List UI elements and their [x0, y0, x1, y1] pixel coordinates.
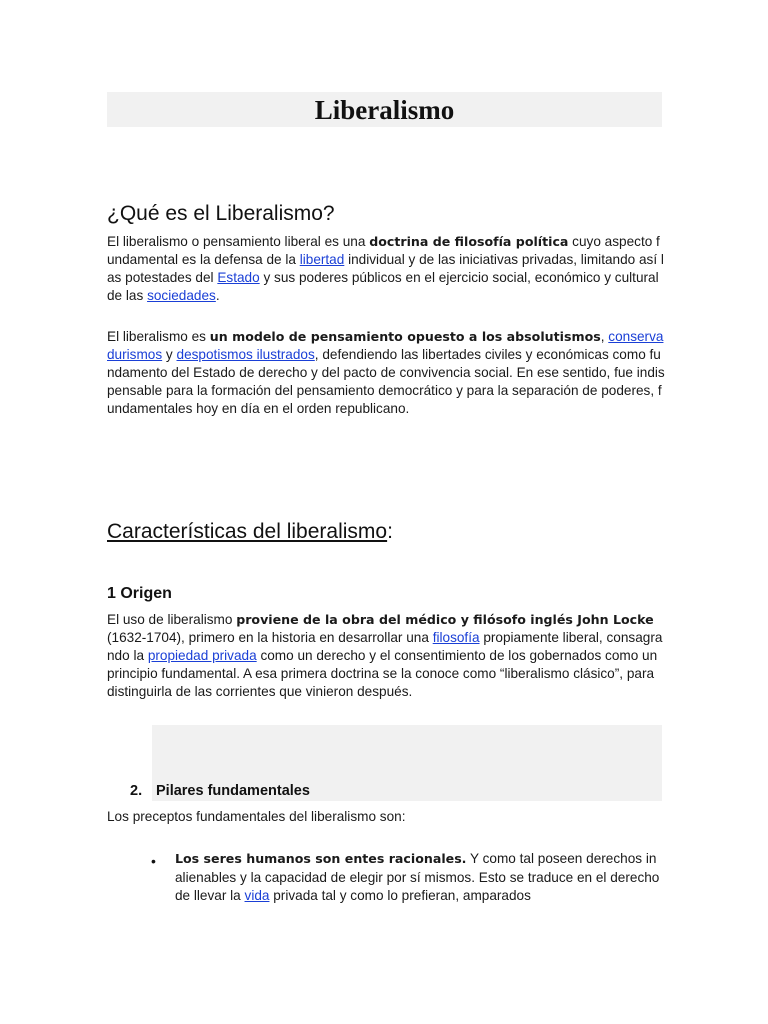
list-number: 2.: [130, 783, 143, 799]
list-item: Los seres humanos son entes racionales. Y como tal poseen derechos inalienables y la capacidad de elegir por sí mismos. Esto se traduce en el derecho de llevar la vida privada tal y como lo prefieran, amparados: [175, 851, 660, 903]
paragraph-pillars-intro: Los preceptos fundamentales del liberalismo son:: [107, 809, 406, 824]
bold-phrase: un modelo de pensamiento opuesto a los absolutismos: [209, 329, 601, 344]
link-filosofia[interactable]: filosofía: [432, 630, 480, 645]
paragraph-definition: El liberalismo o pensamiento liberal es una doctrina de filosofía política cuyo aspecto fundamental es la defensa de la libertad individual y de las iniciativas privadas, limitando así las potestades del Estado y sus poderes públicos en el ejercicio social, económico y cultural de las sociedades.: [107, 234, 664, 303]
link-vida[interactable]: vida: [244, 888, 270, 903]
bold-phrase: Los seres humanos son entes racionales.: [175, 851, 467, 866]
link-libertad[interactable]: libertad: [299, 252, 345, 267]
bold-phrase: proviene de la obra del médico y filósofo inglés John Locke: [236, 612, 654, 627]
document-title: Liberalismo: [314, 95, 455, 125]
section-heading-characteristics: Características del liberalismo:: [107, 520, 393, 543]
bullet-icon: •: [151, 853, 156, 869]
subheading-origin: 1 Origen: [107, 585, 172, 602]
link-sociedades[interactable]: sociedades: [147, 288, 216, 303]
section-heading-what-is: ¿Qué es el Liberalismo?: [107, 202, 335, 225]
title-banner: [107, 92, 662, 127]
bold-phrase: doctrina de filosofía política: [369, 234, 569, 249]
link-conservadurismos[interactable]: conservadurismos: [107, 329, 664, 362]
link-despotismos-ilustrados[interactable]: despotismos ilustrados: [176, 347, 315, 362]
paragraph-origin: El uso de liberalismo proviene de la obra del médico y filósofo inglés John Locke (1632-1704), primero en la historia en desarrollar una filosofía propiamente liberal, consagrando la propiedad privada como un derecho y el consentimiento de los gobernados como un principio fundamental. A esa primera doctrina se la conoce como “liberalismo clásico”, para distinguirla de las corrientes que vinieron después.: [107, 612, 663, 699]
link-estado[interactable]: Estado: [217, 270, 260, 285]
subheading-pillars: 2. Pilares fundamentales: [130, 783, 310, 799]
paragraph-model: El liberalismo es un modelo de pensamiento opuesto a los absolutismos, conservadurismos y despotismos ilustrados, defendiendo las libertades civiles y económicas como fundamento del Estado de derecho y del pacto de convivencia social. En ese sentido, fue indispensable para la formación del pensamiento democrático y para la separación de poderes, fundamentales hoy en día en el orden republicano.: [107, 329, 665, 416]
link-propiedad-privada[interactable]: propiedad privada: [147, 648, 257, 663]
